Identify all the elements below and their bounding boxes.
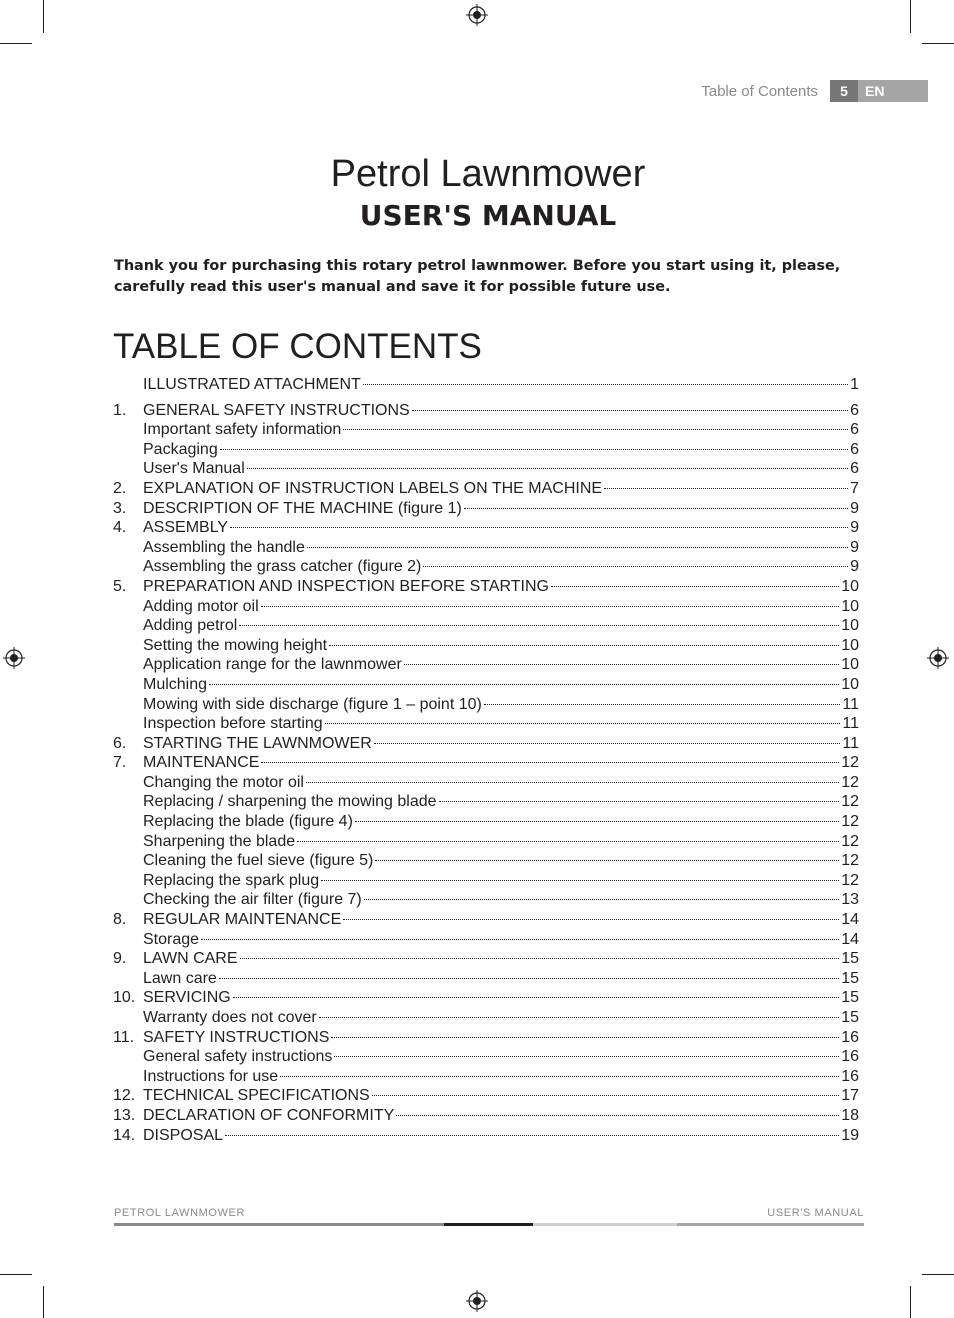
toc-entry <box>113 696 859 716</box>
toc-entry-page: 15 <box>841 950 859 968</box>
toc-entry-page: 6 <box>850 401 859 419</box>
toc-entry <box>113 578 859 598</box>
toc-entry-label: DESCRIPTION OF THE MACHINE (figure 1) <box>143 499 462 517</box>
toc-entry-page: 19 <box>841 1126 859 1144</box>
toc-entry <box>113 1087 859 1107</box>
toc-entry <box>113 735 859 755</box>
toc-entry-page: 15 <box>841 989 859 1007</box>
toc-entry <box>113 500 859 520</box>
toc-entry-page: 10 <box>841 656 859 674</box>
toc-leader-dots <box>220 449 848 450</box>
toc-leader-dots <box>334 1056 839 1057</box>
language-tab: EN <box>858 80 928 102</box>
crop-mark <box>910 1286 911 1318</box>
toc-entry <box>113 558 859 578</box>
toc-entry-page: 12 <box>841 793 859 811</box>
toc-entry <box>113 1029 859 1049</box>
toc-entry <box>113 1068 859 1088</box>
toc-leader-dots <box>261 606 840 607</box>
toc-leader-dots <box>240 958 840 959</box>
toc-entry-number: 5. <box>113 577 127 595</box>
toc-leader-dots <box>355 821 839 822</box>
toc-leader-dots <box>280 1076 839 1077</box>
toc-entry-page: 6 <box>850 460 859 478</box>
toc-entry <box>113 402 859 422</box>
toc-leader-dots <box>225 1135 839 1136</box>
toc-entry-page: 10 <box>841 636 859 654</box>
toc-entry-page: 1 <box>850 376 859 393</box>
toc-entry-label: Mowing with side discharge (figure 1 – point 10) <box>143 695 482 713</box>
toc-entry-label: SERVICING <box>143 989 231 1007</box>
toc-entry-label: Warranty does not cover <box>143 1009 317 1026</box>
document-subtitle: USER'S MANUAL <box>359 199 617 232</box>
running-header <box>701 80 928 102</box>
toc-leader-dots <box>297 841 839 842</box>
toc-entry <box>113 754 859 774</box>
toc-entry-label: Replacing the spark plug <box>143 871 320 889</box>
footer-right: USER'S MANUAL <box>767 1207 864 1219</box>
toc-entry <box>113 931 859 951</box>
toc-entry <box>113 441 859 461</box>
toc-entry <box>113 774 859 794</box>
footer-left: PETROL LAWNMOWER <box>114 1207 246 1219</box>
toc-entry <box>113 813 859 833</box>
toc-entry <box>113 793 859 813</box>
toc-leader-dots <box>364 899 839 900</box>
toc-entry-label: Lawn care <box>143 969 217 987</box>
toc-entry-number: 1. <box>113 401 127 419</box>
toc-entry-page: 15 <box>841 969 859 987</box>
toc-entry-label: Assembling the grass catcher (figure 2) <box>143 558 422 576</box>
toc-entry-page: 10 <box>841 675 859 693</box>
toc-leader-dots <box>233 997 839 998</box>
toc-entry-label: DECLARATION OF CONFORMITY <box>143 1106 395 1124</box>
toc-entry-number: 14. <box>113 1126 136 1144</box>
toc-entry-label: Adding petrol <box>143 617 238 635</box>
crop-mark <box>43 0 44 33</box>
toc-entry-label: Changing the motor oil <box>143 773 304 791</box>
toc-entry-label: ILLUSTRATED ATTACHMENT <box>143 376 361 393</box>
toc-entry <box>113 1127 859 1147</box>
toc-entry <box>113 460 859 480</box>
toc-entry-page: 9 <box>850 558 859 576</box>
crop-mark <box>0 43 32 44</box>
toc-entry-page: 10 <box>841 617 859 635</box>
toc-entry-label: MAINTENANCE <box>143 754 260 772</box>
toc-entry-label: Application range for the lawnmower <box>143 656 402 674</box>
toc-entry-label: Inspection before starting <box>143 715 323 733</box>
toc-leader-dots <box>239 625 839 626</box>
toc-entry-page: 12 <box>841 813 859 831</box>
toc-entry-label: REGULAR MAINTENANCE <box>143 911 342 929</box>
toc-entry <box>113 617 859 637</box>
toc-entry-label: Setting the mowing height <box>143 636 328 654</box>
toc-entry-label: Mulching <box>143 675 208 693</box>
toc-entry-number: 10. <box>113 989 136 1007</box>
toc-entry-label: Cleaning the fuel sieve (figure 5) <box>143 852 374 870</box>
toc-entry-page: 13 <box>841 891 859 909</box>
toc-leader-dots <box>439 801 840 802</box>
toc-leader-dots <box>423 566 848 567</box>
toc-leader-dots <box>319 1017 840 1018</box>
toc-entry-label: ASSEMBLY <box>143 519 229 537</box>
toc-entry-number: 2. <box>113 479 127 497</box>
toc-entry-number: 7. <box>113 754 127 772</box>
toc-entry <box>113 480 859 500</box>
toc-entry-page: 6 <box>850 440 859 458</box>
toc-entry-page: 17 <box>841 1087 859 1105</box>
toc-entry-label: SAFETY INSTRUCTIONS <box>143 1028 330 1046</box>
toc-entry-page: 16 <box>841 1067 859 1085</box>
toc-entry-label: Storage <box>143 930 200 948</box>
crop-mark <box>43 1286 44 1318</box>
toc-entry <box>113 872 859 892</box>
toc-entry <box>113 1048 859 1068</box>
crop-mark <box>922 43 954 44</box>
toc-entry-label: PREPARATION AND INSPECTION BEFORE STARTING <box>143 577 549 595</box>
toc-leader-dots <box>464 508 848 509</box>
toc-leader-dots <box>343 429 848 430</box>
toc-entry-label: STARTING THE LAWNMOWER <box>143 734 372 752</box>
crop-mark <box>910 0 911 33</box>
toc-leader-dots <box>375 860 839 861</box>
toc-leader-dots <box>484 704 841 705</box>
toc-entry-page: 12 <box>841 754 859 772</box>
toc-entry-label: Replacing / sharpening the mowing blade <box>143 793 437 811</box>
toc-leader-dots <box>372 1095 840 1096</box>
toc-entry <box>113 1107 859 1127</box>
toc-entry-label: TECHNICAL SPECIFICATIONS <box>143 1087 370 1105</box>
registration-mark-icon <box>466 1290 488 1312</box>
toc-heading: TABLE OF CONTENTS <box>113 327 482 366</box>
toc-leader-dots <box>404 664 839 665</box>
toc-entry <box>113 950 859 970</box>
toc-entry-page: 9 <box>850 538 859 556</box>
toc-entry-page: 16 <box>841 1048 859 1066</box>
toc-entry-page: 12 <box>841 832 859 850</box>
toc-entry-label: DISPOSAL <box>143 1126 224 1144</box>
toc-entry-page: 7 <box>850 479 859 497</box>
crop-mark <box>0 1274 32 1275</box>
toc-entry-label: Replacing the blade (figure 4) <box>143 813 353 831</box>
toc-entry <box>113 519 859 539</box>
toc-entry-page: 14 <box>841 930 859 948</box>
toc-leader-dots <box>396 1115 839 1116</box>
toc-entry-number: 8. <box>113 911 127 929</box>
toc-entry <box>113 598 859 618</box>
toc-entry <box>113 421 859 441</box>
toc-entry-number: 4. <box>113 519 127 537</box>
page-number: 5 <box>830 80 858 102</box>
toc-entry-label: Important safety information <box>143 421 342 439</box>
toc-entry <box>113 539 859 559</box>
toc-entry-page: 9 <box>850 499 859 517</box>
intro-paragraph: Thank you for purchasing this rotary petrol lawnmower. Before you start using it, please, carefully read this user's manual and save it for possible future use. <box>114 258 841 295</box>
registration-mark-icon <box>3 647 25 669</box>
toc-leader-dots <box>247 468 848 469</box>
registration-mark-icon <box>927 647 949 669</box>
toc-entry-label: User's Manual <box>143 460 245 478</box>
toc-entry <box>113 852 859 872</box>
toc-entry <box>113 891 859 911</box>
toc-entry <box>113 715 859 735</box>
toc-entry-label: Checking the air filter (figure 7) <box>143 891 362 909</box>
toc-entry-page: 15 <box>841 1009 859 1026</box>
toc-entry-number: 9. <box>113 950 127 968</box>
toc-entry <box>113 989 859 1009</box>
toc-leader-dots <box>230 527 848 528</box>
document-title: Petrol Lawnmower <box>330 153 646 195</box>
toc-entry-label: Adding motor oil <box>143 597 259 615</box>
toc-entry-number: 12. <box>113 1087 136 1105</box>
toc-entry-page: 11 <box>842 715 859 733</box>
toc-entry <box>113 970 859 990</box>
toc-entry-page: 10 <box>841 597 859 615</box>
toc-entry <box>113 656 859 676</box>
registration-mark-icon <box>466 4 488 26</box>
toc-entry-page: 14 <box>841 911 859 929</box>
table-of-contents <box>113 376 859 1146</box>
toc-entry <box>113 376 859 396</box>
toc-leader-dots <box>261 762 839 763</box>
toc-entry-page: 6 <box>850 421 859 439</box>
toc-leader-dots <box>325 723 841 724</box>
toc-entry <box>113 833 859 853</box>
toc-leader-dots <box>343 919 839 920</box>
toc-entry-label: Assembling the handle <box>143 538 305 556</box>
toc-entry-label: Packaging <box>143 440 218 458</box>
toc-entry-label: Sharpening the blade <box>143 832 296 850</box>
toc-entry-label: EXPLANATION OF INSTRUCTION LABELS ON THE MACHINE <box>143 479 603 497</box>
toc-entry <box>113 1009 859 1029</box>
toc-entry-number: 3. <box>113 499 127 517</box>
toc-leader-dots <box>219 978 839 979</box>
toc-entry-page: 12 <box>841 852 859 870</box>
toc-leader-dots <box>412 410 848 411</box>
footer-rule <box>114 1223 864 1226</box>
crop-mark <box>922 1274 954 1275</box>
toc-entry-label: General safety instructions <box>143 1048 333 1066</box>
toc-entry-page: 10 <box>841 577 859 595</box>
toc-leader-dots <box>363 384 848 385</box>
toc-leader-dots <box>374 743 841 744</box>
toc-entry-page: 16 <box>841 1028 859 1046</box>
toc-entry-page: 11 <box>842 695 859 713</box>
toc-leader-dots <box>307 547 848 548</box>
toc-leader-dots <box>201 939 839 940</box>
toc-entry-page: 9 <box>850 519 859 537</box>
toc-entry-number: 6. <box>113 734 127 752</box>
toc-entry-label: Instructions for use <box>143 1067 279 1085</box>
toc-entry-page: 12 <box>841 773 859 791</box>
toc-entry <box>113 911 859 931</box>
toc-leader-dots <box>209 684 839 685</box>
toc-entry-number: 13. <box>113 1106 136 1124</box>
section-title: Table of Contents <box>701 82 818 100</box>
toc-leader-dots <box>604 488 848 489</box>
toc-entry-page: 11 <box>842 734 859 752</box>
toc-leader-dots <box>329 645 839 646</box>
toc-entry-label: GENERAL SAFETY INSTRUCTIONS <box>143 401 410 419</box>
toc-leader-dots <box>551 586 839 587</box>
toc-entry-page: 18 <box>841 1106 859 1124</box>
toc-entry <box>113 637 859 657</box>
toc-entry-number: 11. <box>113 1028 135 1046</box>
toc-leader-dots <box>306 782 839 783</box>
toc-entry-page: 12 <box>841 871 859 889</box>
toc-leader-dots <box>331 1037 839 1038</box>
toc-entry-label: LAWN CARE <box>143 950 238 968</box>
toc-leader-dots <box>321 880 839 881</box>
toc-entry <box>113 676 859 696</box>
